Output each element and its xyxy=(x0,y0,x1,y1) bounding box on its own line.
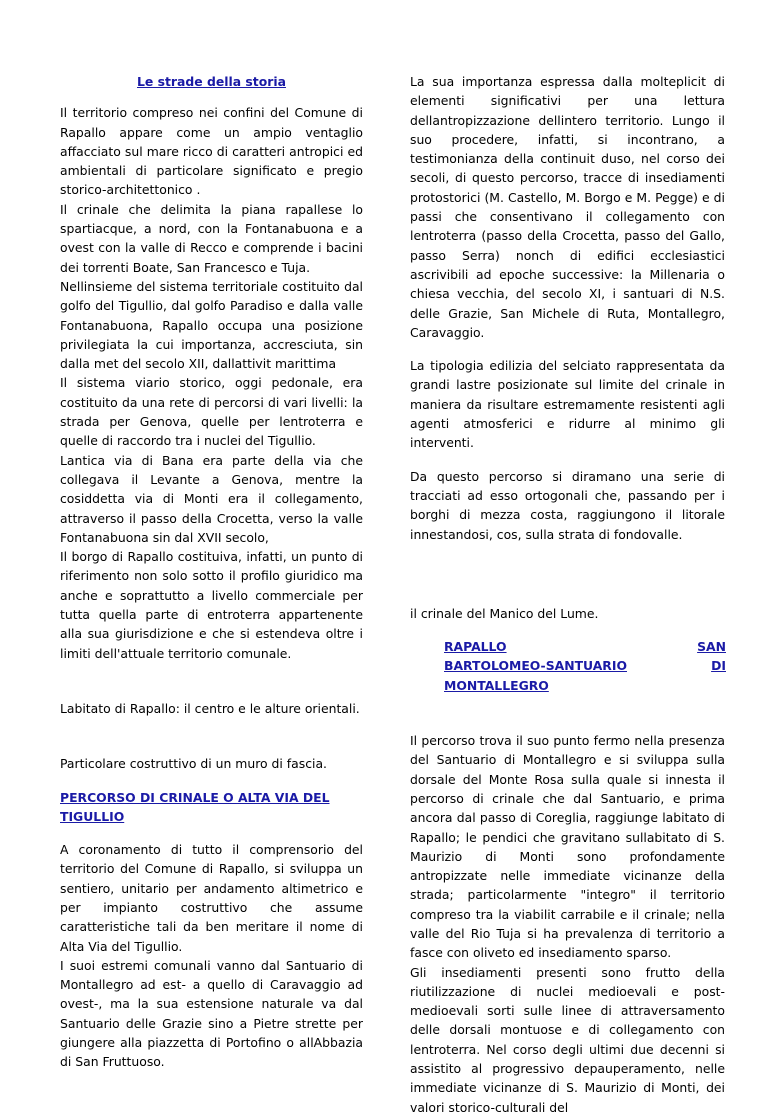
image-caption-abitato: Labitato di Rapallo: il centro e le alture orientali. xyxy=(60,700,360,716)
image-caption-muro: Particolare costruttivo di un muro di fascia. xyxy=(60,756,327,772)
paragraph-borgo-rapallo: Il borgo di Rapallo costituiva, infatti, un punto di riferimento non solo sotto il profilo giuridico ma anche e soprattutto a livello commerciale per tutta quella parte di entroterra appartenente alla sua giurisdizione e che si estendeva oltre i limiti dell'attuale territorio comunale. xyxy=(60,549,363,661)
paragraph-estremi: I suoi estremi comunali vanno dal Santuario di Montallegro ad est- a quello di Caravaggio ad ovest-, ma la sua estensione naturale va dal Santuario delle Grazie sino a Pietre strette per giungere alla piazzetta di Portofino o allAbbazia di San Fruttuoso. xyxy=(60,957,363,1070)
paragraph-tracciati: Da questo percorso si diramano una serie di tracciati ad esso ortogonali che, passando per i borghi di mezza costa, raggiungono il litorale innestandosi, cos, sulla strata di fondovalle. xyxy=(410,468,725,542)
route-heading xyxy=(444,637,726,695)
route-link-san[interactable]: SAN xyxy=(697,639,726,655)
paragraph-territorio: Il territorio compreso nei confini del Comune di Rapallo appare come un ampio ventaglio affacciato sul mare ricco di caratteri antropici ed ambientali di particolare significato e pregio storico-architettonico . xyxy=(60,105,363,198)
paragraph-selciato: La tipologia edilizia del selciato rappresentata da grandi lastre posizionate sul limite del crinale in maniera da risultare estremamente resistenti agli agenti atmosferici e ridurre al minimo gli interventi. xyxy=(410,358,725,451)
paragraph-insediamenti: Gli insediamenti presenti sono frutto della riutilizzazione di nuclei medioevali e post-medioevali sorti sulle linee di attraversamento delle dorsali montuose e di collegamento con lentroterra. Nel corso degli ultimi due decenni si assistito al progressivo depauperamento, nelle immediate vicinanze di S. Maurizio di Monti, dei valori storico-culturali del xyxy=(410,964,725,1115)
image-caption-manico: il crinale del Manico del Lume. xyxy=(410,605,599,621)
route-link-montallegro[interactable]: MONTALLEGRO xyxy=(444,677,549,693)
paragraph-importanza: La sua importanza espressa dalla molteplicit di elementi significativi per una lettura dellantropizzazione dellintero territorio. Lungo il suo procedere, infatti, si incontrano, a testimonianza della continuit duso, nel corso dei secoli, di questo percorso, tracce di insediamenti protostorici (M. Castello, M. Borgo e M. Pegge) e di passi che consentivano il collegamento con lentroterra (passo della Crocetta, passo del Gallo, passo Serra) nonch di edifici ecclesiastici ascrivibili ad epoche successive: la Millenaria o chiesa vecchia, del secolo XI, i santuari di N.S. delle Grazie, San Michele di Ruta, Montallegro, Caravaggio. xyxy=(410,74,725,340)
paragraph-sistema-territoriale: Nellinsieme del sistema territoriale costituito dal golfo del Tigullio, dal golfo Paradiso e dalla valle Fontanabuona, Rapallo occupa una posizione privilegiata la cui importanza, accresciuta, sin dalla met del secolo XII, dallattivit marittima xyxy=(60,278,363,372)
paragraph-via-di-bana: Lantica via di Bana era parte della via che collegava il Levante a Genova, mentre la cosiddetta via di Monti era il collegamento, attraverso il passo della Crocetta, verso la valle Fontanabuona sin dal XVII secolo, xyxy=(60,452,363,545)
paragraph-crinale: Il crinale che delimita la piana rapallese lo spartiacque, a nord, con la Fontanabuona e a ovest con la valle di Recco e comprende i bacini dei torrenti Boate, San Francesco e Tuja. xyxy=(60,201,363,275)
left-column xyxy=(60,72,363,1072)
paragraph-percorso: Il percorso trova il suo punto fermo nella presenza del Santuario di Montallegro e si sviluppa sulla dorsale del Monte Rosa sulla quale si innesta il percorso di crinale che dal Santuario, e prima ancora dal passo di Coreglia, raggiunge labitato di Rapallo; le pendici che gravitano sullabitato di S. Maurizio di Monti sono profondamente antropizzate nelle immediate vicinanze della strada; particolarmente "integro" il territorio compreso tra la viabilit carrabile e il crinale; nella valle del Rio Tuja si ha prevalenza di territorio a fasce con oliveto ed insediamento sparso. xyxy=(410,733,725,961)
route-link-di[interactable]: DI xyxy=(711,658,726,674)
paragraph-coronamento: A coronamento di tutto il comprensorio del territorio del Comune di Rapallo, si sviluppa un sentiero, unitario per andamento altimetrico e per impianto costruttivo che assume caratteristiche tali da ben meritare il nome di Alta Via del Tigullio. xyxy=(60,842,363,954)
article-title xyxy=(60,72,363,91)
section-heading-alta-via xyxy=(60,788,363,827)
right-column xyxy=(410,72,725,1117)
section-heading-link[interactable]: PERCORSO DI CRINALE O ALTA VIA DEL TIGULLIO xyxy=(60,789,330,824)
article-title-link[interactable]: Le strade della storia xyxy=(137,74,286,89)
paragraph-sistema-viario: Il sistema viario storico, oggi pedonale, era costituito da una rete di percorsi di vari livelli: la strada per Genova, quelle per lentroterra e quelle di raccordo tra i nuclei del Tigullio. xyxy=(60,375,363,449)
route-link-rapallo[interactable]: RAPALLO xyxy=(444,639,507,655)
route-link-bartolomeo[interactable]: BARTOLOMEO-SANTUARIO xyxy=(444,658,627,674)
